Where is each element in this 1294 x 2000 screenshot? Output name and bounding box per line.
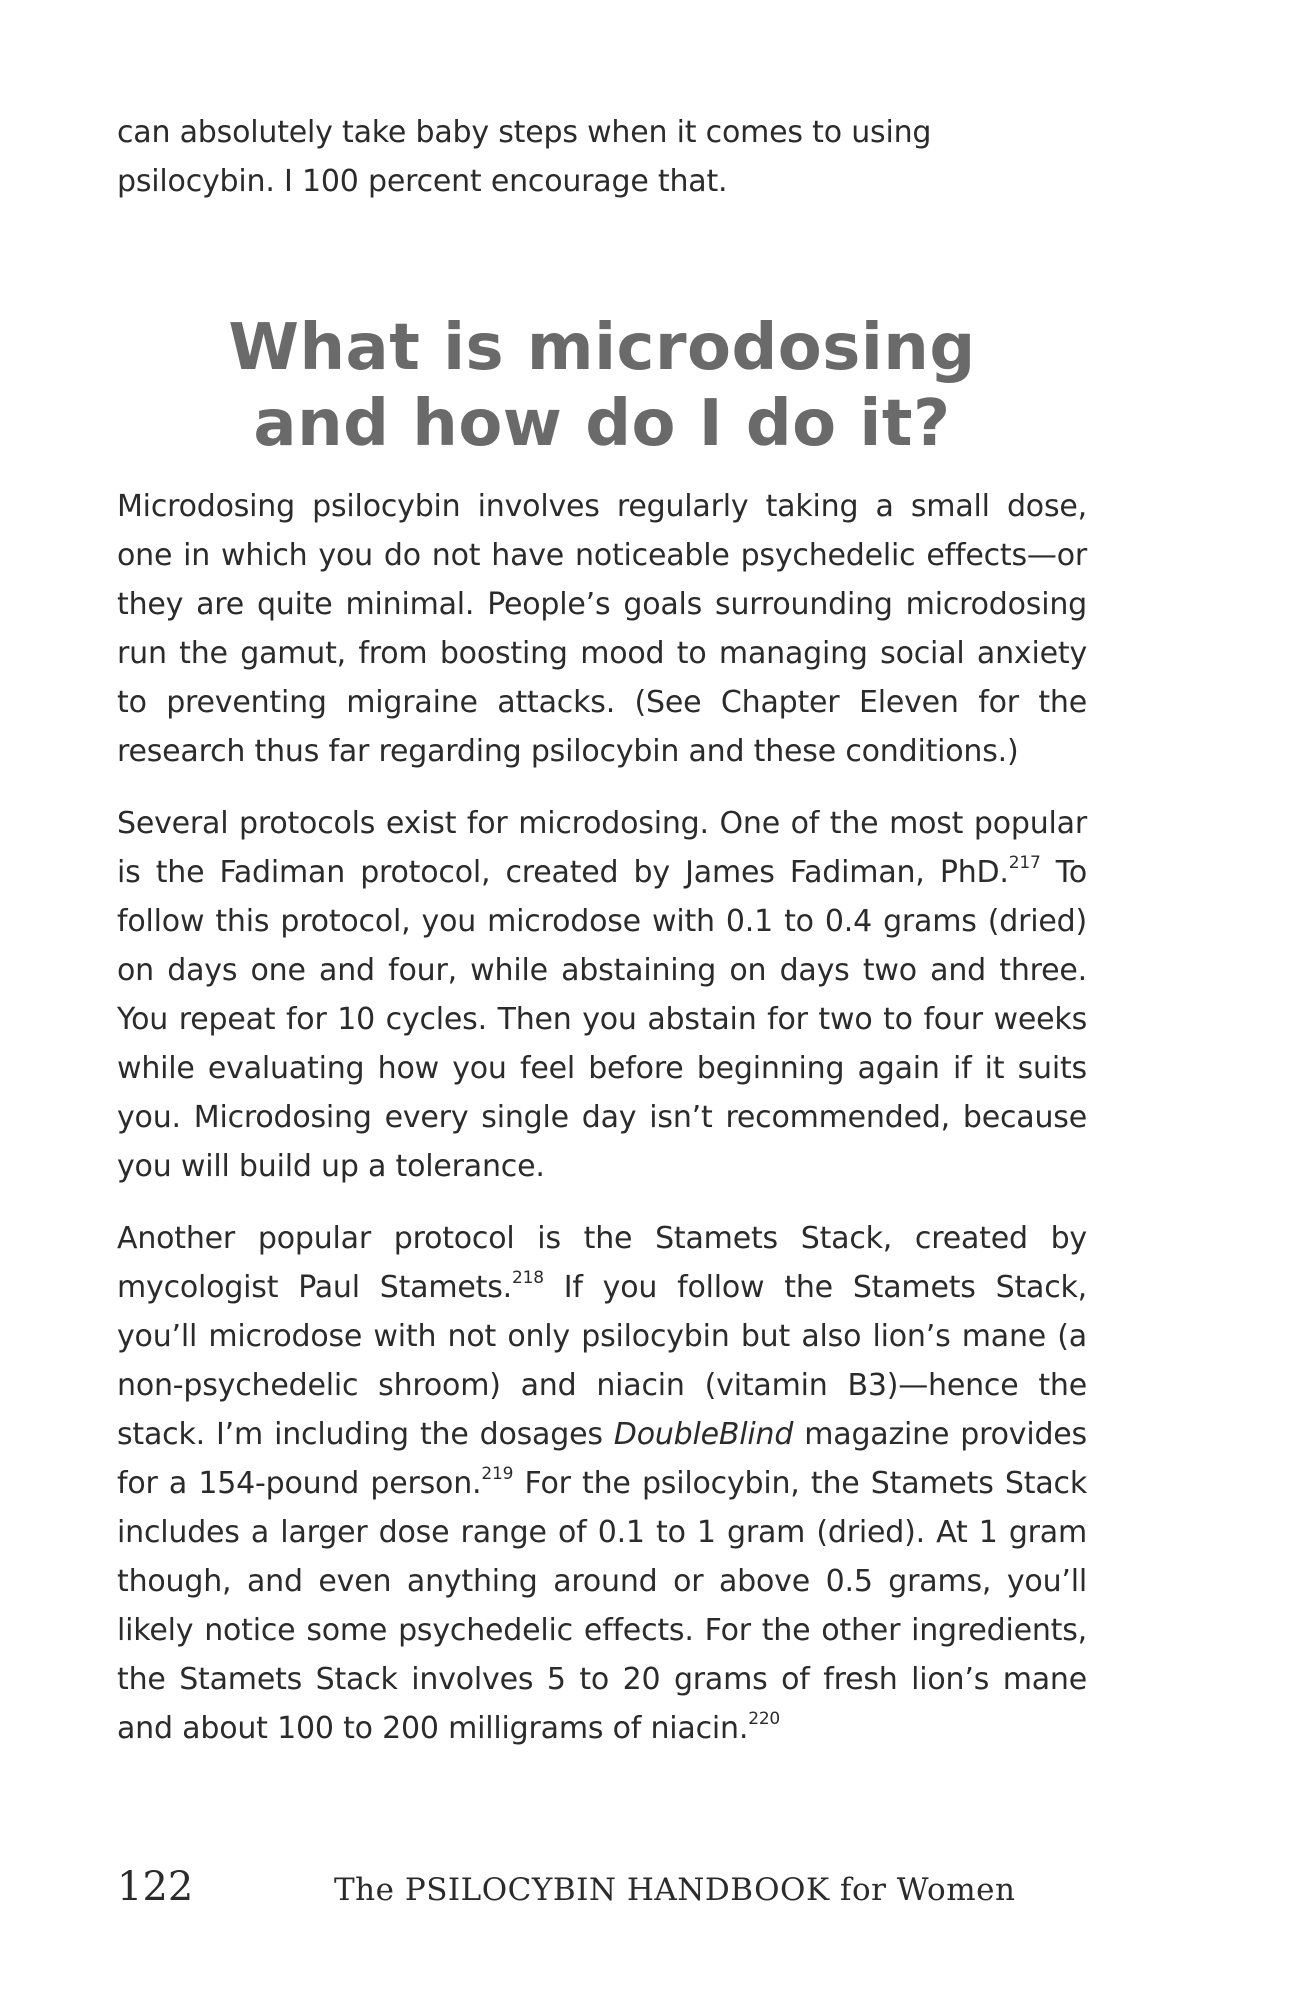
paragraph-fadiman-protocol [117,799,1087,1191]
magazine-title: DoubleBlind [613,1417,794,1452]
page-number: 122 [117,1864,194,1910]
footnote-ref-218: 218 [511,1268,544,1288]
heading-line-1: What is microdosing [228,311,976,385]
paragraph-stamets-stack [117,1214,1087,1753]
footnote-ref-219: 219 [481,1464,514,1484]
paragraph-text: Several protocols exist for microdosing. One of the most popular is the Fadiman protocol, created by James Fadiman, PhD. [117,806,1087,890]
intro-paragraph [117,108,1087,206]
heading-line-2: and how do I do it? [253,387,951,461]
footnote-ref-220: 220 [748,1709,781,1729]
intro-text: can absolutely take baby steps when it comes to using psilocybin. I 100 percent encourage that. [117,115,932,199]
paragraph-microdosing-definition [117,482,1087,776]
footnote-ref-217: 217 [1008,853,1041,873]
paragraph-text: magazine provides for a 154-pound person. [117,1417,1087,1501]
page-footer [117,1862,1087,1912]
paragraph-text: If you follow the Stamets Stack, you’ll microdose with not only psilocybin but also lion’s mane (a non-psychedelic shroom) and niacin (vitamin B3)—hence the stack. I’m including the dosages [117,1270,1087,1452]
paragraph-text: To follow this protocol, you microdose with 0.1 to 0.4 grams (dried) on days one and four, while abstaining on days two and three. You repeat for 10 cycles. Then you abstain for two to four weeks while evaluating how you feel before beginning again if it suits you. Microdosing every single day isn’t recommended, because you will build up a tolerance. [117,855,1087,1184]
paragraph-text: Another popular protocol is the Stamets Stack, created by mycologist Paul Stamets. [117,1221,1087,1305]
paragraph-text: For the psilocybin, the Stamets Stack includes a larger dose range of 0.1 to 1 gram (dried). At 1 gram though, and even anything around or above 0.5 grams, you’ll likely notice some psychedelic effects. For the other ingredients, the Stamets Stack involves 5 to 20 grams of fresh lion’s mane and about 100 to 200 milligrams of niacin. [117,1466,1087,1746]
running-title: The PSILOCYBIN HANDBOOK for Women [334,1872,1016,1908]
paragraph-text: Microdosing psilocybin involves regularly taking a small dose, one in which you do not have noticeable psychedelic effects—or they are quite minimal. People’s goals surrounding microdosing run the gamut, from boosting mood to managing social anxiety to preventing migraine attacks. (See Chapter Eleven for the research thus far regarding psilocybin and these conditions.) [117,489,1087,769]
section-heading [117,310,1087,462]
